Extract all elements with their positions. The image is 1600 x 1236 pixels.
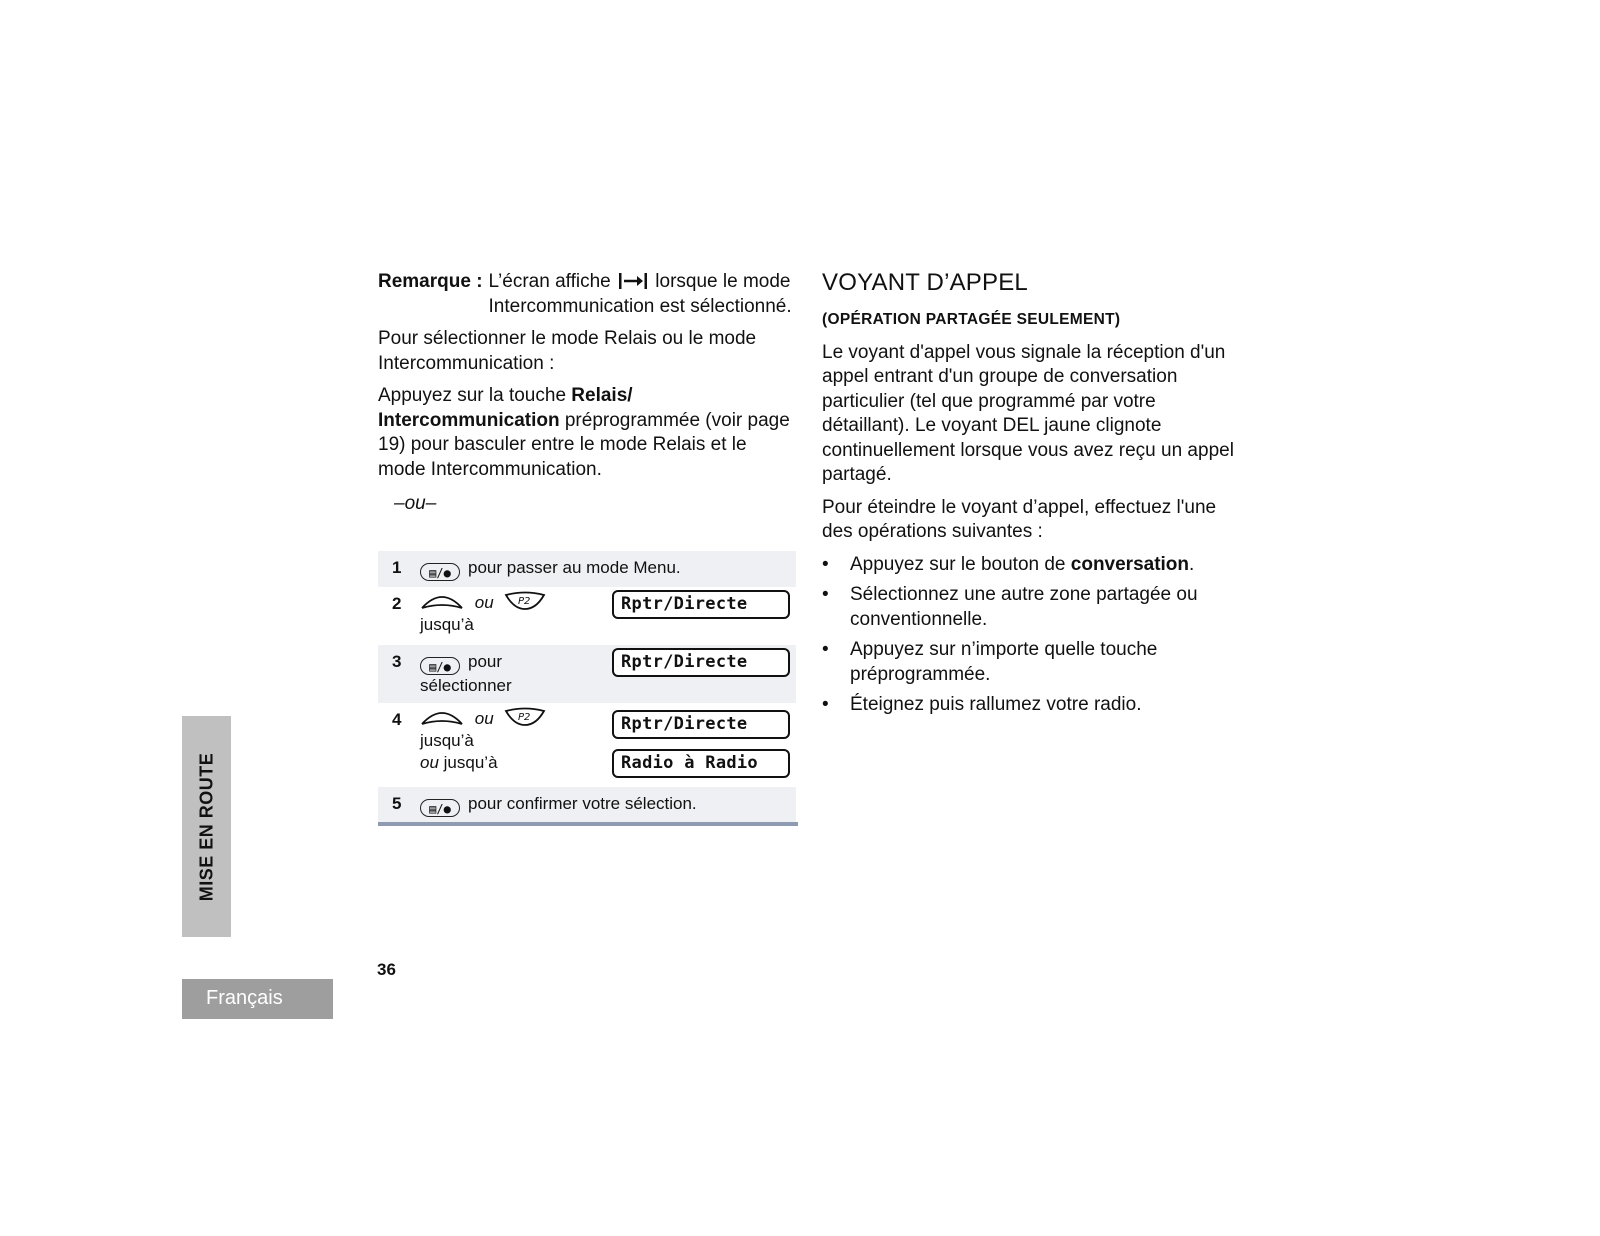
svg-text:P2: P2 [518, 712, 531, 723]
intro-paragraph: Pour sélectionner le mode Relais ou le mode Intercommunication : [378, 328, 757, 374]
instruction-prefix: Appuyez sur la touche [378, 385, 567, 406]
lcd-display: Rptr/Directe [612, 648, 790, 677]
language-tab: Français [182, 979, 333, 1019]
step-row [378, 787, 796, 822]
instruction-key-name: Relais/ Intercommunication [378, 385, 633, 431]
p2-button-icon [504, 591, 546, 611]
or-word: ou [474, 709, 494, 728]
step-text: jusqu’à [420, 615, 474, 634]
step-text: pour confirmer votre sélection. [468, 794, 697, 813]
right-column [822, 268, 1242, 724]
menu-key-icon: ▤/● [420, 657, 460, 675]
instruction-suffix: préprogrammée (voir page 19) pour basculer entre le mode Relais et le mode Intercommunication. [378, 409, 790, 480]
step-body [420, 793, 697, 817]
step-row [378, 645, 796, 703]
step-row [378, 703, 796, 787]
step-row [378, 587, 796, 645]
lcd-display: Rptr/Directe [612, 590, 790, 619]
step-text: jusqu’à [438, 753, 498, 772]
note-text-after: lorsque le mode Intercommunication est sélectionné. [488, 271, 792, 317]
step-body [420, 651, 512, 697]
step-number: 3 [392, 652, 402, 671]
step-text: pour passer au mode Menu. [468, 558, 681, 577]
left-column [378, 270, 798, 517]
list-item: • Éteignez puis rallumez votre radio. [822, 693, 1242, 718]
list-item: • Sélectionnez une autre zone partagée ou conventionnelle. [822, 584, 1198, 630]
bullet: • [822, 553, 829, 575]
instruction-paragraph [378, 384, 798, 482]
step-text: pour [468, 652, 503, 671]
step-number: 1 [392, 558, 402, 577]
step-text: jusqu’à [420, 731, 474, 750]
section-subheading: (OPÉRATION PARTAGÉE SEULEMENT) [822, 311, 1121, 328]
instruction-paragraph: Pour éteindre le voyant d’appel, effectuez l'une des opérations suivantes : [822, 496, 1217, 542]
menu-key-icon: ▤/● [420, 563, 460, 581]
description-paragraph: Le voyant d'appel vous signale la réception d'un appel entrant d'un groupe de conversation particulier (tel que programmé par votre détaillant). Le voyant DEL jaune clignote continuellement lorsque vous avez reçu un appel partagé. [822, 341, 1234, 485]
step-body [420, 707, 546, 774]
step-row [378, 551, 796, 587]
lcd-display: Rptr/Directe [612, 710, 790, 739]
talkaround-icon [618, 272, 648, 290]
step-body [420, 591, 546, 636]
menu-key-icon: ▤/● [420, 799, 460, 817]
bullet: • [822, 584, 829, 605]
note-text [489, 270, 798, 319]
step-body [420, 557, 681, 581]
step-number: 5 [392, 794, 402, 813]
lcd-display: Radio à Radio [612, 749, 790, 778]
bullet: • [822, 694, 829, 715]
note-block [378, 270, 798, 319]
options-list [822, 553, 1242, 718]
step-number: 4 [392, 710, 402, 729]
section-tab-label: MISE EN ROUTE [196, 752, 216, 901]
note-label: Remarque : [378, 271, 483, 292]
section-heading: VOYANT D’APPEL [822, 269, 1028, 296]
list-item: • Appuyez sur le bouton de conversation. [822, 553, 1242, 578]
bullet: • [822, 639, 829, 660]
section-side-tab [182, 716, 231, 937]
steps-table [378, 551, 796, 822]
step-number: 2 [392, 594, 402, 613]
p2-button-icon [504, 707, 546, 727]
or-word: ou [474, 593, 494, 612]
step-text: sélectionner [420, 676, 512, 695]
note-text-before: L’écran affiche [488, 271, 611, 292]
list-item: • Appuyez sur n’importe quelle touche préprogrammée. [822, 639, 1158, 685]
scroll-rocker-icon [420, 592, 464, 612]
or-word: ou [420, 753, 439, 772]
table-bottom-rule [378, 822, 798, 826]
scroll-rocker-icon [420, 708, 464, 728]
svg-text:P2: P2 [518, 596, 531, 607]
page-number: 36 [377, 960, 396, 979]
or-separator: –ou– [394, 493, 437, 514]
